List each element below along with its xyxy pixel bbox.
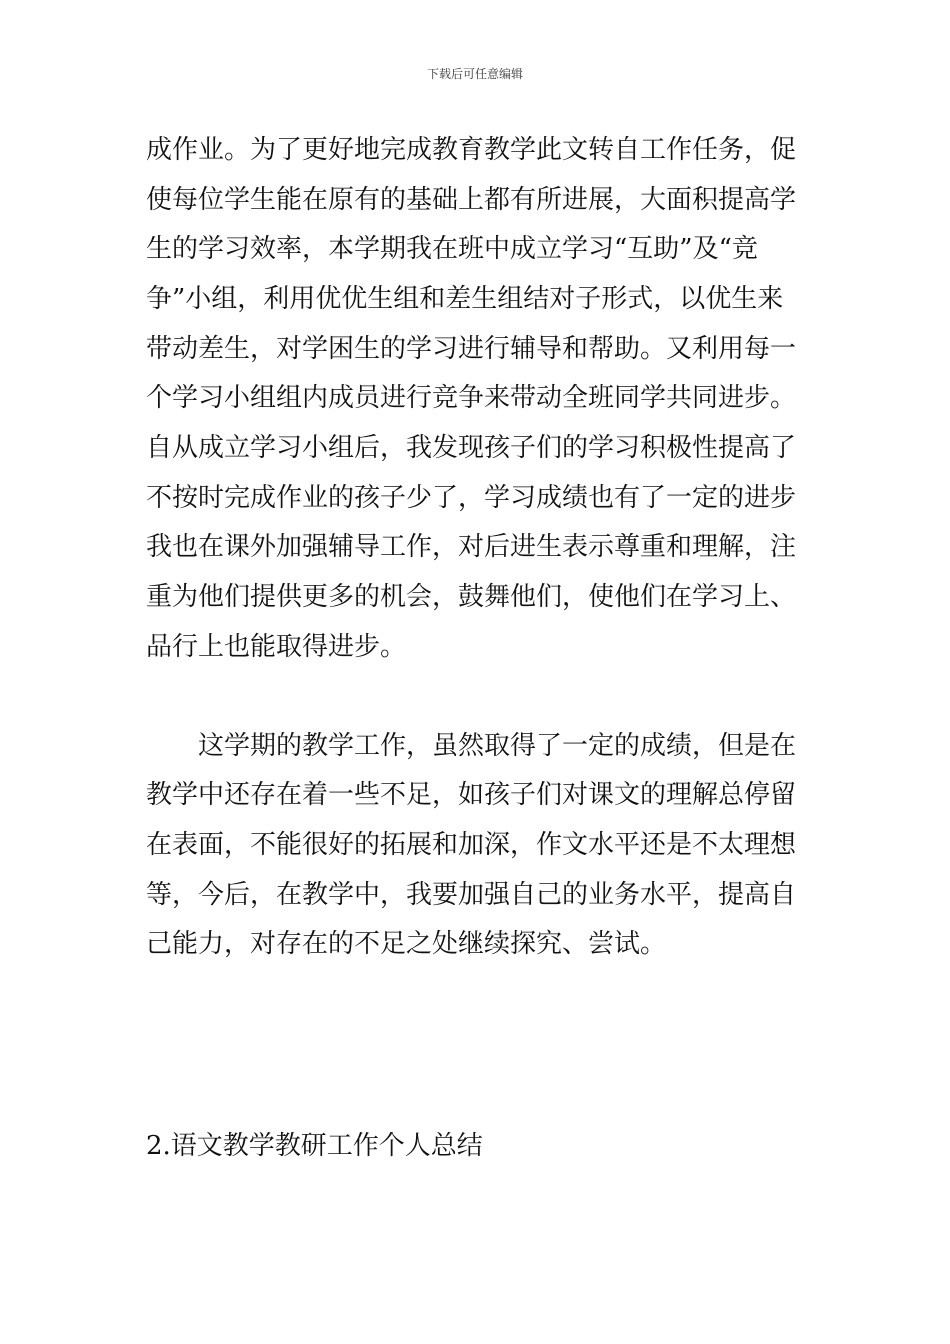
paragraph-line: 等，今后，在教学中，我要加强自己的业务水平，提高自	[146, 880, 797, 910]
paragraph-line: 争”小组，利用优优生组和差生组结对子形式，以优生来	[146, 284, 784, 314]
paragraph-line: 使每位学生能在原有的基础上都有所进展，大面积提高学	[146, 185, 797, 215]
paragraph-line: 在表面，不能很好的拓展和加深，作文水平还是不太理想	[146, 830, 797, 860]
paragraph-line: 不按时完成作业的孩子少了，学习成绩也有了一定的进步	[146, 483, 797, 513]
paragraph-line: 我也在课外加强辅导工作，对后进生表示尊重和理解，注	[146, 532, 797, 562]
paragraph-line: 自从成立学习小组后，我发现孩子们的学习积极性提高了	[146, 433, 797, 463]
paragraph-line: 带动差生，对学困生的学习进行辅导和帮助。又利用每一	[146, 334, 797, 364]
page-header: 下载后可任意编辑	[426, 67, 523, 81]
paragraph-line: 生的学习效率，本学期我在班中成立学习“互助”及“竞	[146, 234, 758, 264]
paragraph-line: 教学中还存在着一些不足，如孩子们对课文的理解总停留	[146, 780, 797, 810]
section-heading: 2.语文教学教研工作个人总结	[146, 1131, 483, 1161]
paragraph-line: 这学期的教学工作，虽然取得了一定的成绩，但是在	[198, 731, 797, 761]
paragraph-line: 成作业。为了更好地完成教育教学此文转自工作任务，促	[146, 135, 797, 165]
paragraph-line: 己能力，对存在的不足之处继续探究、尝试。	[146, 929, 667, 959]
paragraph-line: 重为他们提供更多的机会，鼓舞他们，使他们在学习上、	[146, 582, 797, 612]
paragraph-line: 个学习小组组内成员进行竞争来带动全班同学共同进步。	[146, 383, 797, 413]
paragraph-line: 品行上也能取得进步。	[146, 632, 407, 662]
